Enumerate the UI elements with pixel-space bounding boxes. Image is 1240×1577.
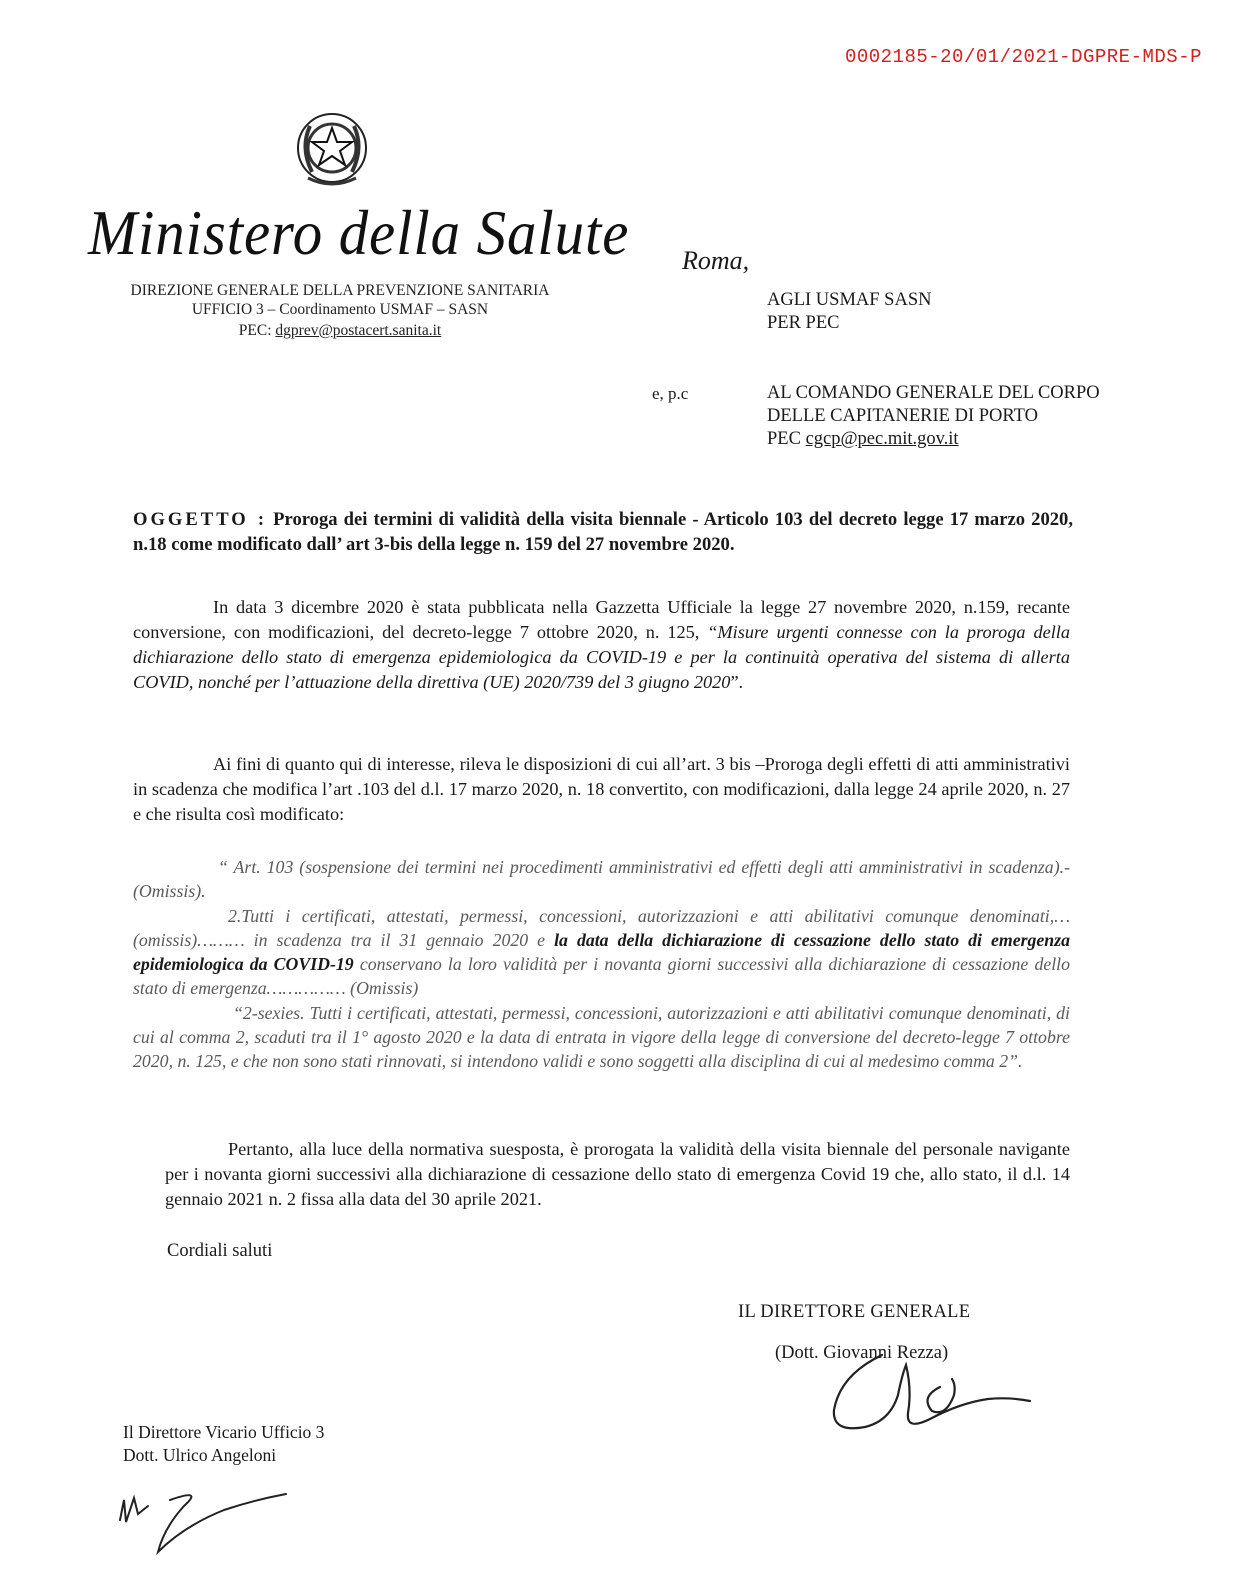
cc-recipient-line-1: AL COMANDO GENERALE DEL CORPO [767,383,1100,403]
quote-article-103: “ Art. 103 (sospensione dei termini nei procedimenti amministrativi ed effetti degli atti amministrativi in scadenza).- (Omissis). [133,857,1070,902]
office-name: UFFICIO 3 – Coordinamento USMAF – SASN [191,301,489,318]
law-quotation [133,855,1070,1074]
office-pec [105,321,575,341]
vicar-name: Dott. Ulrico Angeloni [123,1445,277,1465]
subject [133,507,1073,557]
protocol-number: 0002185-20/01/2021-DGPRE-MDS-P [844,46,1202,68]
cc-recipient-pec [767,428,959,451]
pec-label: PEC: [238,322,272,339]
subject-text: Proroga dei termini di validità della visita biennale - Articolo 103 del decreto legge 17 marzo 2020, n.18 come modificato dall’ art 3-bis della legge n. 159 del 27 novembre 2020. [133,509,1073,555]
cc-pec-label: PEC [767,429,801,449]
paragraph-1-law-title: “Misure urgenti connesse con la proroga della dichiarazione dello stato di emergenza epidemiologica da COVID-19 e per la continuità operativa del sistema di allerta COVID, nonché per l’attuazione della direttiva (UE) 2020/739 del 3 giugno 2020 [133,622,1070,692]
recipient-line-1: AGLI USMAF SASN [767,290,932,310]
paragraph-1 [133,595,1070,695]
paragraph-3-text: Pertanto, alla luce della normativa suesposta, è prorogata la validità della visita biennale del personale navigante per i novanta giorni successivi alla dichiarazione di cessazione dello stato di emergenza Covid 19 che, allo stato, il d.l. 14 gennaio 2021 n. 2 fissa alla data del 30 aprile 2021. [165,1139,1070,1209]
cc-label: e, p.c [652,384,689,403]
director-signature-icon [820,1335,1040,1445]
paragraph-3 [165,1137,1070,1212]
department-name: DIREZIONE GENERALE DELLA PREVENZIONE SANITARIA [130,282,550,299]
quote-comma-2 [133,904,1070,1001]
cc-recipient-line-2: DELLE CAPITANERIE DI PORTO [767,406,1038,426]
pec-address-link[interactable]: dgprev@postacert.sanita.it [275,322,442,339]
paragraph-2: Ai fini di quanto qui di interesse, rileva le disposizioni di cui all’art. 3 bis –Proroga degli effetti di atti amministrativi in scadenza che modifica l’art .103 del d.l. 17 marzo 2020, n. 18 convertito, con modificazioni, dalla legge 24 aprile 2020, n. 27 e che risulta così modificato: [133,754,1070,824]
place-date: Roma, [682,246,750,275]
republic-emblem-icon [292,106,372,192]
quote-comma-2-end: conservano la loro validità per i novanta giorni successivi alla dichiarazione di cessazione dello stato di emergenza…………… (Omissis) [133,954,1070,999]
greeting: Cordiali saluti [167,1241,273,1261]
cc-pec-address-link[interactable]: cgcp@pec.mit.gov.it [805,429,959,449]
quote-comma-2-highlight: la data della dichiarazione di cessazione dello stato di emergenza epidemiologica da COVID-19 [133,929,1071,975]
quote-comma-2-sexies: “2-sexies. Tutti i certificati, attestati, permessi, concessioni, autorizzazioni e atti abilitativi comunque denominati, di cui al comma 2, scaduti tra il 1° agosto 2020 e la data di entrata in vigore della legge di conversione del decreto-legge 7 ottobre 2020, n. 125, e che non sono stati rinnovati, si intendono validi e sono soggetti alla disciplina di cui al medesimo comma 2”. [133,1002,1070,1072]
quote-comma-2-text: 2.Tutti i certificati, attestati, permessi, concessioni, autorizzazioni e atti abilitativi comunque denominati,… (omissis)……… in scadenza tra il 31 gennaio 2020 e [133,905,1070,950]
vicar-title: Il Direttore Vicario Ufficio 3 [123,1422,325,1442]
paragraph-1-text: In data 3 dicembre 2020 è stata pubblicata nella Gazzetta Ufficiale la legge 27 novembre 2020, n.159, recante conversione, con modificazioni, del decreto-legge 7 ottobre 2020, n. 125, [133,597,1070,642]
director-name: (Dott. Giovanni Rezza) [775,1343,949,1363]
ministry-logo: Ministero della Salute [88,197,630,268]
paragraph-1-end: ”. [730,672,744,692]
vicar-signature-icon [114,1470,294,1560]
recipient-line-2: PER PEC [767,313,840,333]
subject-label: OGGETTO : [133,509,268,530]
director-title: IL DIRETTORE GENERALE [738,1302,971,1322]
